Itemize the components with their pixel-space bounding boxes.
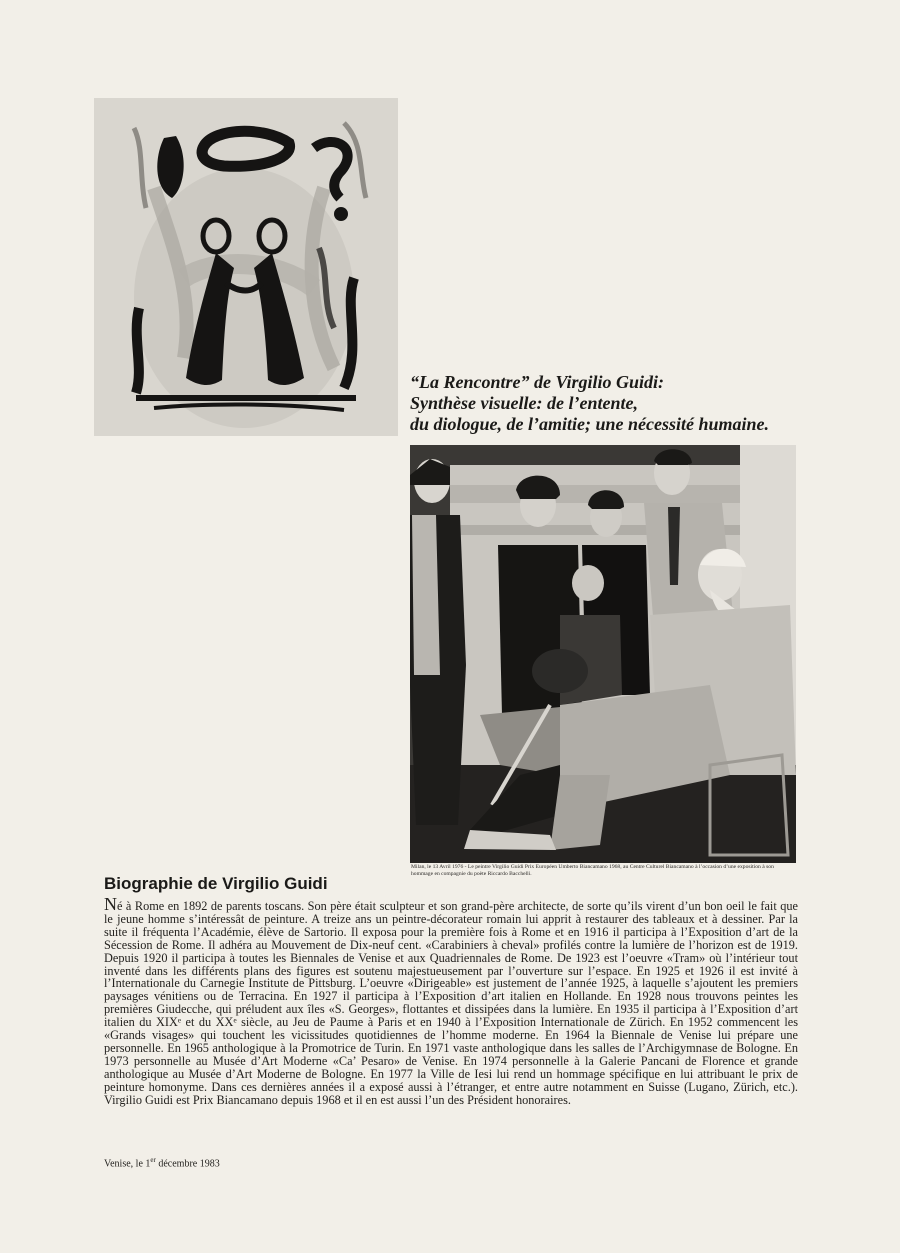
artwork-image (94, 98, 398, 436)
photograph-scene (410, 445, 796, 863)
caption-line-3: du diologue, de l’amitie; une nécessité humaine. (410, 414, 769, 434)
biography-text (104, 894, 798, 1107)
date-suffix: décembre 1983 (155, 1158, 220, 1170)
caption-line-1: “La Rencontre” de Virgilio Guidi: (410, 372, 665, 392)
document-date (104, 1156, 220, 1169)
artwork-illustration (94, 98, 398, 436)
date-superscript: er (150, 1156, 156, 1164)
photo-caption: Milan, le 13 Avril 1976 - Le peintre Virgilio Guidi Prix Européen Umberto Biancamano 1968, au Centre Culturel Biancamano à l’occasion d’une exposition à son hommage en compagnie du poète Riccardo Bacchelli. (411, 864, 774, 877)
artwork-caption (410, 372, 880, 435)
caption-line-2: Synthèse visuelle: de l’entente, (410, 393, 638, 413)
group-photograph (410, 445, 796, 863)
biography-dropcap: N (104, 894, 117, 914)
biography-body: é à Rome en 1892 de parents toscans. Son père était sculpteur et son grand-père architecte, de sorte qu’ils virent d’un bon oeil le fait que le jeune homme s’intéressât de peinture. A treize ans un peintre-décorateur romain lui apprit à restaurer des tableaux et à dessiner. Par la suite il fréquenta l’Académie, élève de Sartorio. Il exposa pour la première fois à Rome et en 1916 il participa à l’Exposition d’art de la Sécession de Rome. Il adhéra au Mouvement de Dix-neuf cent. «Carabiniers à cheval» profilés contre la lumière de l’horizon est de 1919. Depuis 1920 il participa à toutes les Biennales de Venise et aux Quadriennales de Rome. De 1923 est l’oeuvre «Tram» où l’intérieur tout inventé dans les différents plans des figures est soutenu majestueusement par l’ouverture sur l’espace. En 1925 et 1926 il est invité à l’Internationale du Carnegie Institute de Pittsburg. L’oeuvre «Dirigeable» est justement de l’année 1925, à laquelle s’ajoutent les premiers paysages vénitiens ou de Terracina. En 1927 il participa à l’Exposition d’art italien en Hollande. En 1928 nous trouvons peintes les premières Giudecche, qui préludent aux îles «S. Georges», flottantes et dissipées dans la lumière. En 1935 il participa à l’Exposition d’art italien du XIXᵉ et du XXᵉ siècle, au Jeu de Paume à Paris et en 1940 à l’Exposition Internationale de Zürich. En 1952 commencent les «Grands visages» qui touchent les vicissitudes quotidiennes de l’homme moderne. En 1964 la Biennale de Venise lui prépare une personnelle. En 1965 anthologique à la Promotrice de Turin. En 1971 vaste anthologique dans les salles de l’Archigymnase de Bologne. En 1973 personnelle au Musée d’Art Moderne «Ca’ Pesaro» de Venise. En 1974 personnelle à la Galerie Pancani de Florence et grande anthologique au Musée d’Art Moderne de Bologne. En 1977 la Ville de Iesi lui rend un hommage spécifique en lui attribuant le prix de peinture homonyme. Dans ces dernières années il a exposé aussi à l’étranger, et entre autre notamment en Suisse (Lugano, Zürich, etc.). Virgilio Guidi est Prix Biancamano depuis 1968 et il en est aussi l’un des Président honoraires. (104, 899, 798, 1107)
date-prefix: Venise, le 1 (104, 1158, 151, 1170)
biography-title: Biographie de Virgilio Guidi (104, 874, 328, 893)
